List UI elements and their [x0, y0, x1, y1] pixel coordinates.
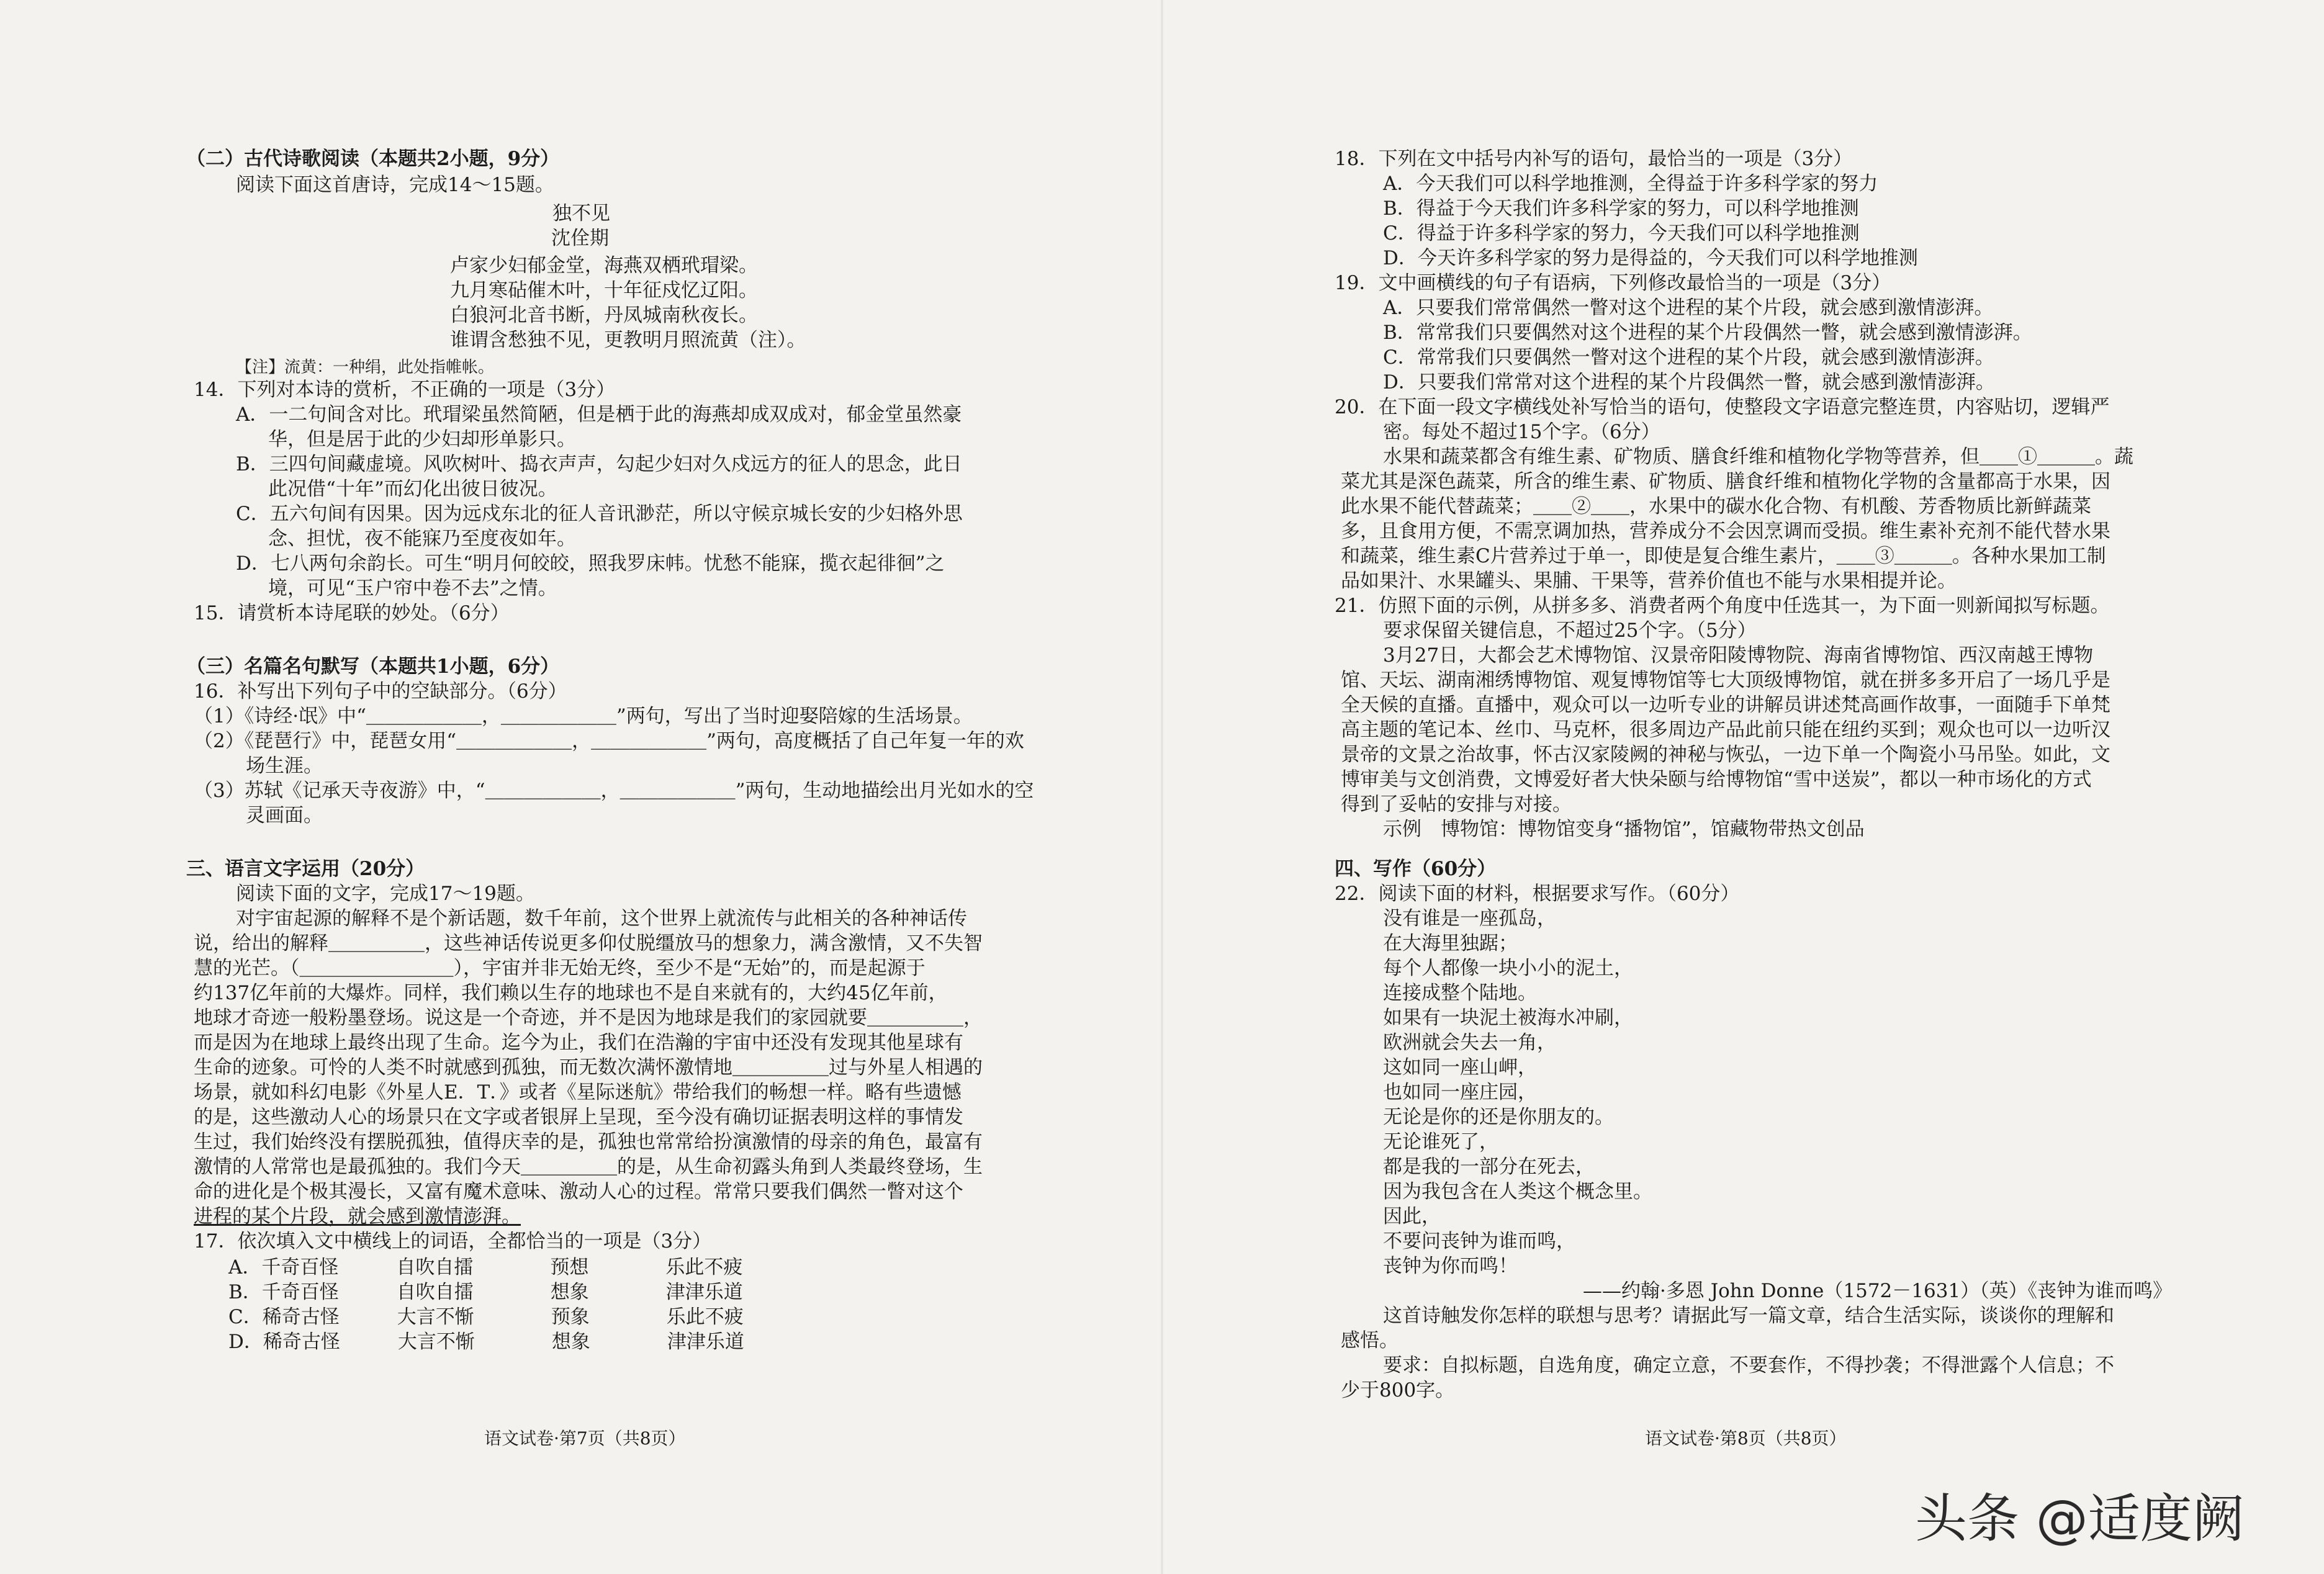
- text-line: （二）古代诗歌阅读（本题共2小题，9分）: [186, 148, 560, 170]
- text-line: 20．在下面一段文字横线处补写恰当的语句，使整段文字语意完整连贯，内容贴切，逻辑严: [1335, 396, 2110, 418]
- text-line: 无论是你的还是你朋友的。: [1383, 1106, 1614, 1128]
- text-line: 馆、天坛、湖南湘绣博物馆、观复博物馆等七大顶级博物馆，就在拼多多开启了一场几乎是: [1341, 669, 2110, 691]
- text-line: 生命的迹象。可怜的人类不时就感到孤独，而无数次满怀激情地＿＿＿＿＿过与外星人相遇的: [194, 1056, 983, 1079]
- text-line: 16．补写出下列句子中的空缺部分。（6分）: [194, 680, 567, 703]
- text-line: 白狼河北音书断，丹凤城南秋夜长。: [450, 304, 758, 326]
- text-line: 因此，: [1383, 1205, 1441, 1228]
- text-line: D．只要我们常常对这个进程的某个片段偶然一瞥，就会感到激情澎湃。: [1383, 371, 1995, 394]
- text-line: 14．下列对本诗的赏析，不正确的一项是（3分）: [194, 379, 616, 401]
- text-line: 多，且食用方便，不需烹调加热，营养成分不会因烹调而受损。维生素补充剂不能代替水果: [1341, 520, 2110, 542]
- text-line: B．常常我们只要偶然对这个进程的某个片段偶然一瞥，就会感到激情澎湃。: [1383, 322, 2032, 344]
- text-line: 全天候的直播。直播中，观众可以一边听专业的讲解员讲述梵高画作故事，一面随手下单梵: [1341, 694, 2110, 716]
- text-line: 感悟。: [1341, 1329, 1398, 1352]
- text-line: 三、语言文字运用（20分）: [186, 858, 425, 880]
- text-line: A．只要我们常常偶然一瞥对这个进程的某个片段，就会感到激情澎湃。: [1383, 297, 1994, 319]
- text-line: 此水果不能代替蔬菜；＿＿②＿＿，水果中的碳水化合物、有机酸、芳香物质比新鲜蔬菜: [1341, 495, 2091, 518]
- watermark: 头条 @适度阙: [1915, 1488, 2245, 1549]
- page-footer-left: 语文试卷·第7页（共8页）: [484, 1428, 686, 1449]
- text-line: 也如同一座庄园，: [1383, 1081, 1537, 1104]
- text-line: （1）《诗经·氓》中“＿＿＿＿＿＿，＿＿＿＿＿＿”两句，写出了当时迎娶陪嫁的生活场景。: [194, 705, 973, 727]
- text-line: 3月27日，大都会艺术博物馆、汉景帝阳陵博物院、海南省博物馆、西汉南越王博物: [1383, 644, 2094, 667]
- text-line: 品如果汁、水果罐头、果脯、干果等，营养价值也不能与水果相提并论。: [1341, 570, 1957, 592]
- text-line: 少于800字。: [1341, 1379, 1455, 1401]
- text-line: 密。每处不超过15个字。（6分）: [1383, 421, 1660, 443]
- text-line: A．一二句间含对比。玳瑁梁虽然简陋，但是栖于此的海燕却成双成对，郁金堂虽然豪: [236, 403, 962, 426]
- text-line: 独不见: [552, 202, 610, 225]
- text-line: 博审美与文创消费，文博爱好者大快朵颐与给博物馆“雪中送炭”，都以一种市场化的方式: [1341, 768, 2092, 791]
- text-line: 要求：自拟标题，自选角度，确定立意，不要套作，不得抄袭；不得泄露个人信息；不: [1383, 1354, 2114, 1377]
- text-line: 灵画面。: [246, 804, 323, 827]
- text-line: 丧钟为你而鸣！: [1383, 1255, 1518, 1277]
- text-line: 阅读下面这首唐诗，完成14～15题。: [236, 174, 554, 196]
- text-line: 欧洲就会失去一角，: [1383, 1032, 1556, 1054]
- text-line: 慧的光芒。（＿＿＿＿＿＿＿＿），宇宙并非无始无终，至少不是“无始”的，而是起源于: [194, 957, 926, 979]
- text-line: 沈佺期: [551, 227, 609, 250]
- text-line: B．千奇百怪 自吹自擂 想象 津津乐道: [228, 1281, 743, 1303]
- text-line: 此况借“十年”而幻化出彼日彼况。: [268, 478, 557, 500]
- text-line: 和蔬菜，维生素C片营养过于单一，即使是复合维生素片，＿＿③＿＿＿。各种水果加工制: [1341, 545, 2106, 567]
- text-line: 示例 博物馆：博物馆变身“播物馆”，馆藏物带热文创品: [1383, 818, 1865, 840]
- text-line: 要求保留关键信息，不超过25个字。（5分）: [1383, 619, 1757, 642]
- text-line: 场景，就如科幻电影《外星人E．T．》或者《星际迷航》带给我们的畅想一样。略有些遗憾: [194, 1081, 962, 1104]
- text-line: 九月寒砧催木叶，十年征戍忆辽阳。: [450, 279, 758, 302]
- text-line: 而是因为在地球上最终出现了生命。迄今为止，我们在浩瀚的宇宙中还没有发现其他星球有: [194, 1032, 963, 1054]
- text-line: （2）《琵琶行》中，琵琶女用“＿＿＿＿＿＿，＿＿＿＿＿＿”两句，高度概括了自己年复一年的欢: [194, 730, 1024, 752]
- text-line: 【注】流黄：一种绢，此处指帷帐。: [236, 358, 495, 377]
- text-line: 华，但是居于此的少妇却形单影只。: [268, 428, 576, 451]
- text-line: C．常常我们只要偶然一瞥对这个进程的某个片段，就会感到激情澎湃。: [1383, 346, 1994, 369]
- text-line: 境，可见“玉户帘中卷不去”之情。: [268, 577, 557, 600]
- text-line: 没有谁是一座孤岛，: [1383, 907, 1556, 930]
- text-line: B．得益于今天我们许多科学家的努力，可以科学地推测: [1383, 197, 1859, 220]
- text-line: （3）苏轼《记承天寺夜游》中，“＿＿＿＿＿＿，＿＿＿＿＿＿”两句，生动地描绘出月光如水的空: [194, 780, 1034, 802]
- text-line: 场生涯。: [246, 755, 323, 777]
- text-line: 不要问丧钟为谁而鸣，: [1383, 1230, 1575, 1252]
- text-line: （三）名篇名句默写（本题共1小题，6分）: [186, 655, 560, 678]
- text-line: D．稀奇古怪 大言不惭 想象 津津乐道: [228, 1331, 744, 1353]
- text-line: 菜尤其是深色蔬菜，所含的维生素、矿物质、膳食纤维和植物化学物的含量都高于水果，因: [1341, 470, 2110, 493]
- text-line: 每个人都像一块小小的泥土，: [1383, 957, 1633, 979]
- text-line: A．今天我们可以科学地推测，全得益于许多科学家的努力: [1383, 173, 1878, 195]
- text-line: 得到了妥帖的安排与对接。: [1341, 793, 1572, 816]
- text-line: 卢家少妇郁金堂，海燕双栖玳瑁梁。: [450, 254, 758, 277]
- text-line: 谁谓含愁独不见，更教明月照流黄（注）。: [450, 329, 806, 351]
- text-line: C．稀奇古怪 大言不惭 预象 乐此不疲: [228, 1306, 744, 1328]
- text-line: 说，给出的解释＿＿＿＿＿，这些神话传说更多仰仗脱缰放马的想象力，满含激情，又不失智: [194, 932, 983, 955]
- page-fold: [1161, 0, 1163, 1574]
- text-line: C．五六句间有因果。因为远戍东北的征人音讯渺茫，所以守候京城长安的少妇格外思: [236, 503, 963, 525]
- text-line: 生过，我们始终没有摆脱孤独，值得庆幸的是，孤独也常常给扮演激情的母亲的角色，最富有: [194, 1131, 983, 1153]
- text-line: 都是我的一部分在死去，: [1383, 1156, 1595, 1178]
- text-line: 因为我包含在人类这个概念里。: [1383, 1180, 1652, 1203]
- text-line: 这如同一座山岬，: [1383, 1056, 1537, 1079]
- text-line: 对宇宙起源的解释不是个新话题，数千年前，这个世界上就流传与此相关的各种神话传: [236, 907, 967, 930]
- text-line: 22．阅读下面的材料，根据要求写作。（60分）: [1335, 883, 1740, 905]
- text-line: 无论谁死了，: [1383, 1131, 1498, 1153]
- text-line: 如果有一块泥土被海水冲刷，: [1383, 1007, 1633, 1029]
- text-line: 水果和蔬菜都含有维生素、矿物质、膳食纤维和植物化学物等营养，但＿＿①＿＿＿。蔬: [1383, 446, 2133, 468]
- text-line: A．千奇百怪 自吹自擂 预想 乐此不疲: [228, 1256, 743, 1279]
- text-line: 在大海里独踞；: [1383, 932, 1518, 955]
- text-line: D．七八两句余韵长。可生“明月何皎皎，照我罗床帏。忧愁不能寐，揽衣起徘徊”之: [236, 552, 945, 575]
- text-line: 连接成整个陆地。: [1383, 982, 1537, 1004]
- page-footer-right: 语文试卷·第8页（共8页）: [1645, 1428, 1847, 1449]
- text-line: D．今天许多科学家的努力是得益的，今天我们可以科学地推测: [1383, 247, 1918, 269]
- text-line: B．三四句间藏虚境。风吹树叶、捣衣声声，勾起少妇对久戍远方的征人的思念，此日: [236, 453, 962, 475]
- text-line: 这首诗触发你怎样的联想与思考？请据此写一篇文章，结合生活实际，谈谈你的理解和: [1383, 1305, 2114, 1327]
- text-line: 进程的某个片段，就会感到激情澎湃。: [194, 1205, 521, 1228]
- text-line: 命的进化是个极其漫长，又富有魔术意味、激动人心的过程。常常只要我们偶然一瞥对这个: [194, 1180, 963, 1203]
- text-line: 18．下列在文中括号内补写的语句，最恰当的一项是（3分）: [1335, 148, 1853, 170]
- text-line: 高主题的笔记本、丝巾、马克杯，很多周边产品此前只能在纽约买到；观众也可以一边听汉: [1341, 719, 2110, 741]
- text-line: 21．仿照下面的示例，从拼多多、消费者两个角度中任选其一，为下面一则新闻拟写标题。: [1335, 595, 2110, 617]
- text-line: 地球才奇迹一般粉墨登场。说这是一个奇迹，并不是因为地球是我们的家园就要＿＿＿＿＿，: [194, 1007, 983, 1029]
- text-line: C．得益于许多科学家的努力，今天我们可以科学地推测: [1383, 222, 1860, 245]
- text-line: 19．文中画横线的句子有语病，下列修改最恰当的一项是（3分）: [1335, 272, 1891, 294]
- text-line: 四、写作（60分）: [1335, 858, 1497, 880]
- text-line: 的是，这些激动人心的场景只在文字或者银屏上呈现，至今没有确切证据表明这样的事情发: [194, 1106, 963, 1128]
- text-line: 景帝的文景之治故事，怀古汉家陵阙的神秘与恢弘，一边下单一个陶瓷小马吊坠。如此，文: [1341, 744, 2110, 766]
- text-line: 念、担忧，夜不能寐乃至度夜如年。: [268, 528, 576, 550]
- text-line: ——约翰·多恩 John Donne（1572－1631）（英）《丧钟为谁而鸣》: [1583, 1280, 2173, 1302]
- text-line: 约137亿年前的大爆炸。同样，我们赖以生存的地球也不是自来就有的，大约45亿年前，: [194, 982, 948, 1004]
- text-line: 17．依次填入文中横线上的词语，全都恰当的一项是（3分）: [194, 1230, 712, 1252]
- text-line: 激情的人常常也是最孤独的。我们今天＿＿＿＿＿的是，从生命初露头角到人类最终登场，生: [194, 1156, 983, 1178]
- text-line: 阅读下面的文字，完成17～19题。: [236, 883, 535, 905]
- text-line: 15．请赏析本诗尾联的妙处。（6分）: [194, 602, 510, 624]
